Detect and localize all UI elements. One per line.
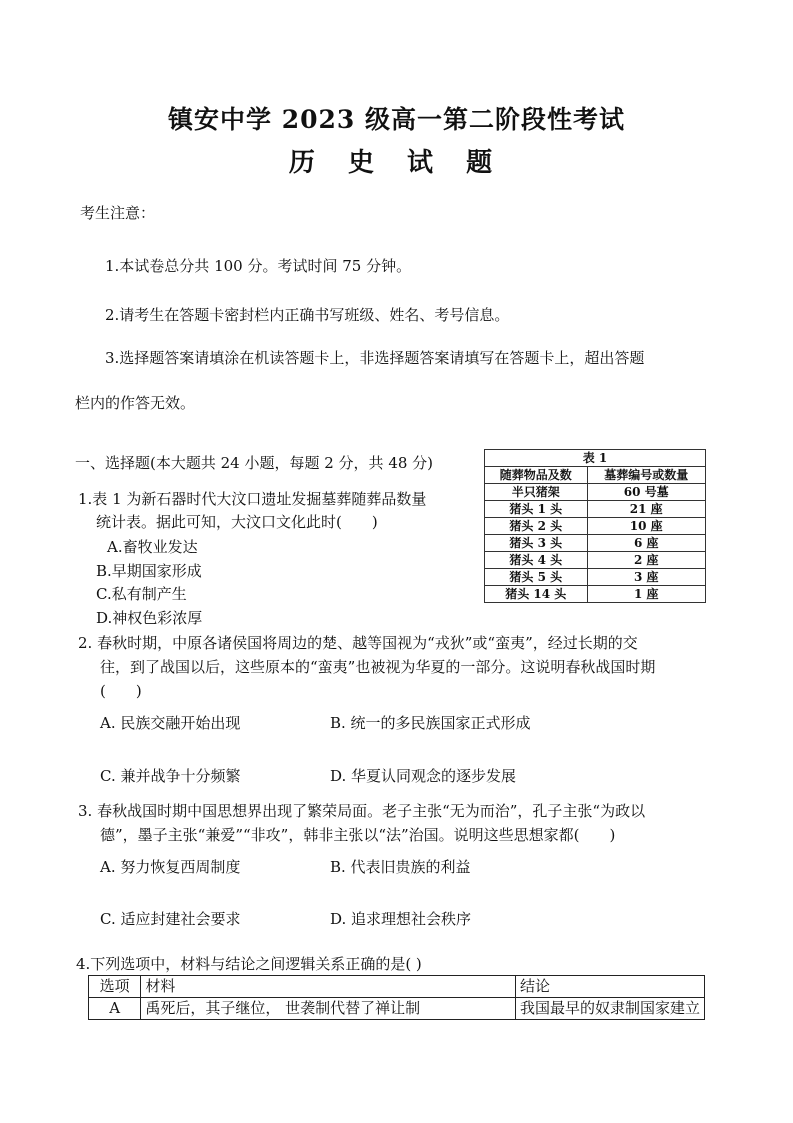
question-1-option-c: C.私有制产生 xyxy=(96,585,187,603)
table-cell: 半只猪架 xyxy=(485,484,588,501)
question-3-stem: 3. 春秋战国时期中国思想界出现了繁荣局面。老子主张“无为而治”，孔子主张“为政以 xyxy=(78,802,646,820)
question-1-option-d: D.神权色彩浓厚 xyxy=(96,609,203,627)
question-2-option-a: A. 民族交融开始出现 xyxy=(100,714,241,732)
table-header-cell: 选项 xyxy=(89,976,141,998)
question-1-option-b: B.早期国家形成 xyxy=(96,562,202,580)
question-2-option-b: B. 统一的多民族国家正式形成 xyxy=(330,714,531,732)
table-cell: 猪头 1 头 xyxy=(485,501,588,518)
table-row xyxy=(485,586,706,603)
exam-subject-title: 历 史 试 题 xyxy=(288,148,505,178)
table-row xyxy=(485,535,706,552)
table-header-cell: 墓葬编号或数量 xyxy=(587,467,706,484)
question-1-stem: 1.表 1 为新石器时代大汶口遗址发掘墓葬随葬品数量 xyxy=(78,490,427,508)
question-1-option-a: A.畜牧业发达 xyxy=(107,538,198,556)
exam-title: 镇安中学 2023 级高一第二阶段性考试 xyxy=(168,105,625,134)
table-cell: 60 号墓 xyxy=(587,484,706,501)
question-2-option-c: C. 兼并战争十分频繁 xyxy=(100,767,241,785)
table-row xyxy=(485,518,706,535)
table-row xyxy=(485,501,706,518)
question-1-stem-continued: 统计表。据此可知，大汶口文化此时( ) xyxy=(96,513,378,531)
table-row xyxy=(485,569,706,586)
table-cell: 10 座 xyxy=(587,518,706,535)
notice-item-3: 3.选择题答案请填涂在机读答题卡上，非选择题答案请填写在答题卡上，超出答题 xyxy=(105,349,645,367)
question-4-stem: 4.下列选项中，材料与结论之间逻辑关系正确的是( ) xyxy=(76,955,422,973)
table-header-row xyxy=(485,467,706,484)
question-3-option-d: D. 追求理想社会秩序 xyxy=(330,910,472,928)
table-header-cell: 结论 xyxy=(515,976,704,998)
section-heading: 一、选择题(本大题共 24 小题，每题 2 分，共 48 分) xyxy=(75,454,434,472)
table-row xyxy=(485,552,706,569)
notice-label: 考生注意： xyxy=(80,204,156,222)
table-cell: 猪头 2 头 xyxy=(485,518,588,535)
notice-item-3-continued: 栏内的作答无效。 xyxy=(75,394,196,412)
question-3-option-b: B. 代表旧贵族的利益 xyxy=(330,858,471,876)
table-cell: 我国最早的奴隶制国家建立 xyxy=(515,998,704,1020)
table-cell: 猪头 5 头 xyxy=(485,569,588,586)
table-caption: 表 1 xyxy=(485,450,706,467)
notice-item-1: 1.本试卷总分共 100 分。考试时间 75 分钟。 xyxy=(105,257,412,275)
table-row xyxy=(89,998,705,1020)
table-cell: 2 座 xyxy=(587,552,706,569)
table-cell: 1 座 xyxy=(587,586,706,603)
table-cell: 猪头 4 头 xyxy=(485,552,588,569)
question-3-option-c: C. 适应封建社会要求 xyxy=(100,910,241,928)
notice-item-2: 2.请考生在答题卡密封栏内正确书写班级、姓名、考号信息。 xyxy=(105,306,510,324)
table-cell: 3 座 xyxy=(587,569,706,586)
question-2-stem: 2. 春秋时期，中原各诸侯国将周边的楚、越等国视为“戎狄”或“蛮夷”，经过长期的交 xyxy=(78,634,638,652)
question-4-table xyxy=(88,975,705,1020)
table-header-row xyxy=(89,976,705,998)
table-header-cell: 随葬物品及数 xyxy=(485,467,588,484)
table-cell: 21 座 xyxy=(587,501,706,518)
table-cell: 猪头 14 头 xyxy=(485,586,588,603)
question-2-answer-blank: ( ) xyxy=(100,682,142,700)
table-header-cell: 材料 xyxy=(141,976,516,998)
table-row xyxy=(485,484,706,501)
table-cell: A xyxy=(89,998,141,1020)
table-cell: 猪头 3 头 xyxy=(485,535,588,552)
question-3-option-a: A. 努力恢复西周制度 xyxy=(100,858,241,876)
table-cell: 6 座 xyxy=(587,535,706,552)
question-3-stem-continued: 德”，墨子主张“兼爱”“非攻”，韩非主张以“法”治国。说明这些思想家都( ) xyxy=(100,826,616,844)
question-2-option-d: D. 华夏认同观念的逐步发展 xyxy=(330,767,517,785)
question-1-table xyxy=(484,449,706,603)
question-2-stem-continued: 往，到了战国以后，这些原本的“蛮夷”也被视为华夏的一部分。这说明春秋战国时期 xyxy=(100,658,656,676)
table-cell: 禹死后，其子继位， 世袭制代替了禅让制 xyxy=(141,998,516,1020)
